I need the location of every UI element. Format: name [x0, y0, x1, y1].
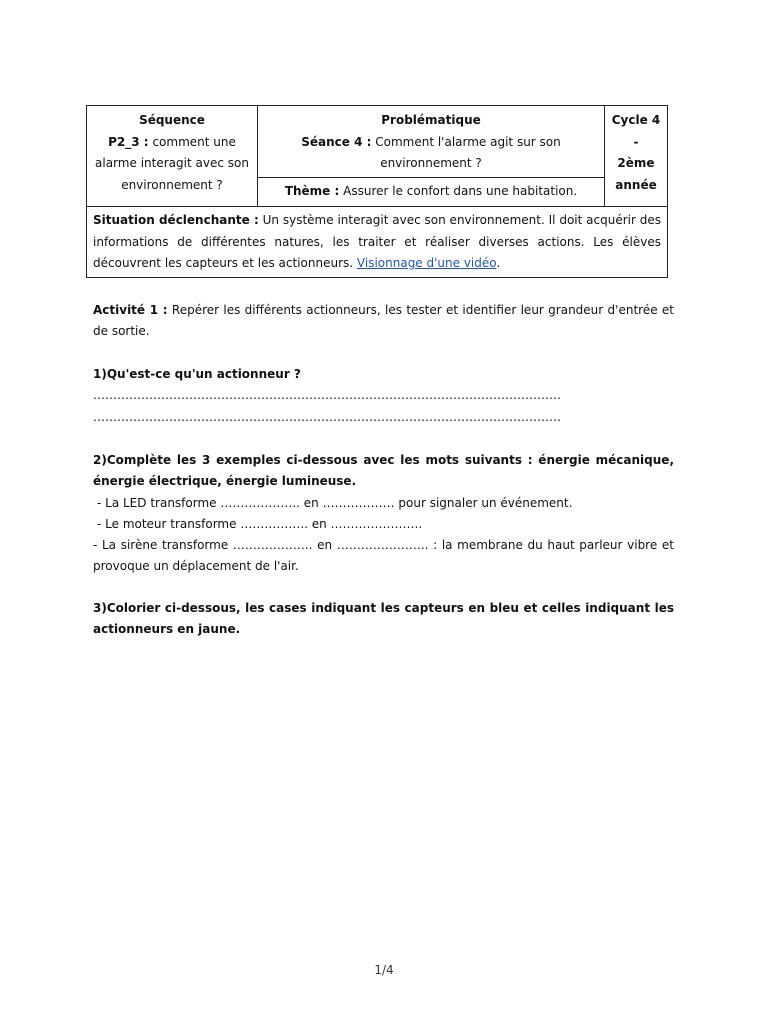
- situation-text: Un système interagit avec son environnement. Il doit acquérir des informations de différentes natures, les traiter et réaliser diverses actions. Les élèves découvrent les capteurs et les actionneurs.: [93, 213, 661, 270]
- seance-label: Séance 4 :: [301, 134, 372, 149]
- q1-title: 1)Qu'est-ce qu'un actionneur ?: [93, 367, 301, 381]
- problem-title: Problématique: [381, 113, 481, 127]
- page-number: 1/4: [374, 963, 394, 977]
- sequence-title: Séquence: [139, 113, 205, 127]
- q2-title: 2)Complète les 3 exemples ci-dessous avec les mots suivants : énergie mécanique, énergie électrique, énergie lumineuse.: [93, 453, 674, 489]
- theme-cell: [258, 177, 605, 207]
- question-2: [93, 450, 674, 578]
- theme-label: Thème :: [284, 183, 340, 198]
- sequence-code: P2_3 :: [108, 134, 149, 149]
- q2-item-led: - La LED transforme ……………….. en ……………… pour signaler un événement.: [97, 495, 573, 510]
- situation-label: Situation déclenchante :: [93, 213, 259, 227]
- answer-line-2: ………………………………………………………………………………………………………: [93, 409, 561, 424]
- q2-item-siren: - La sirène transforme ……………….. en ………………….. : la membrane du haut parleur vibre et provoque un déplacement de l'air.: [93, 538, 674, 574]
- video-link[interactable]: Visionnage d'une vidéo: [356, 256, 497, 270]
- year-line2: année: [615, 177, 657, 192]
- activity-block: [93, 300, 674, 343]
- answer-line-1: ………………………………………………………………………………………………………: [93, 388, 561, 403]
- cycle-label: Cycle 4: [611, 113, 661, 127]
- theme-text: Assurer le confort dans une habitation.: [343, 183, 578, 198]
- activity-label: Activité 1 :: [93, 303, 168, 317]
- situation-cell: [87, 207, 668, 278]
- question-3: [93, 598, 674, 641]
- cycle-cell: [605, 106, 668, 207]
- sequence-cell: [87, 106, 258, 207]
- header-table: [86, 105, 668, 278]
- year-line1: 2ème: [617, 156, 655, 170]
- situation-period: .: [496, 256, 501, 270]
- seance-text: Comment l'alarme agit sur son environnement ?: [375, 134, 561, 170]
- problem-cell: [258, 106, 605, 178]
- q3-title: 3)Colorier ci-dessous, les cases indiquant les capteurs en bleu et celles indiquant les actionneurs en jaune.: [93, 601, 674, 637]
- cycle-dash: -: [633, 134, 639, 149]
- question-1: [93, 364, 674, 428]
- sequence-text: comment une alarme interagit avec son environnement ?: [95, 134, 249, 192]
- activity-text: Repérer les différents actionneurs, les tester et identifier leur grandeur d'entrée et de sortie.: [93, 303, 674, 339]
- q2-item-motor: - Le moteur transforme …………….. en …………………..: [97, 516, 423, 531]
